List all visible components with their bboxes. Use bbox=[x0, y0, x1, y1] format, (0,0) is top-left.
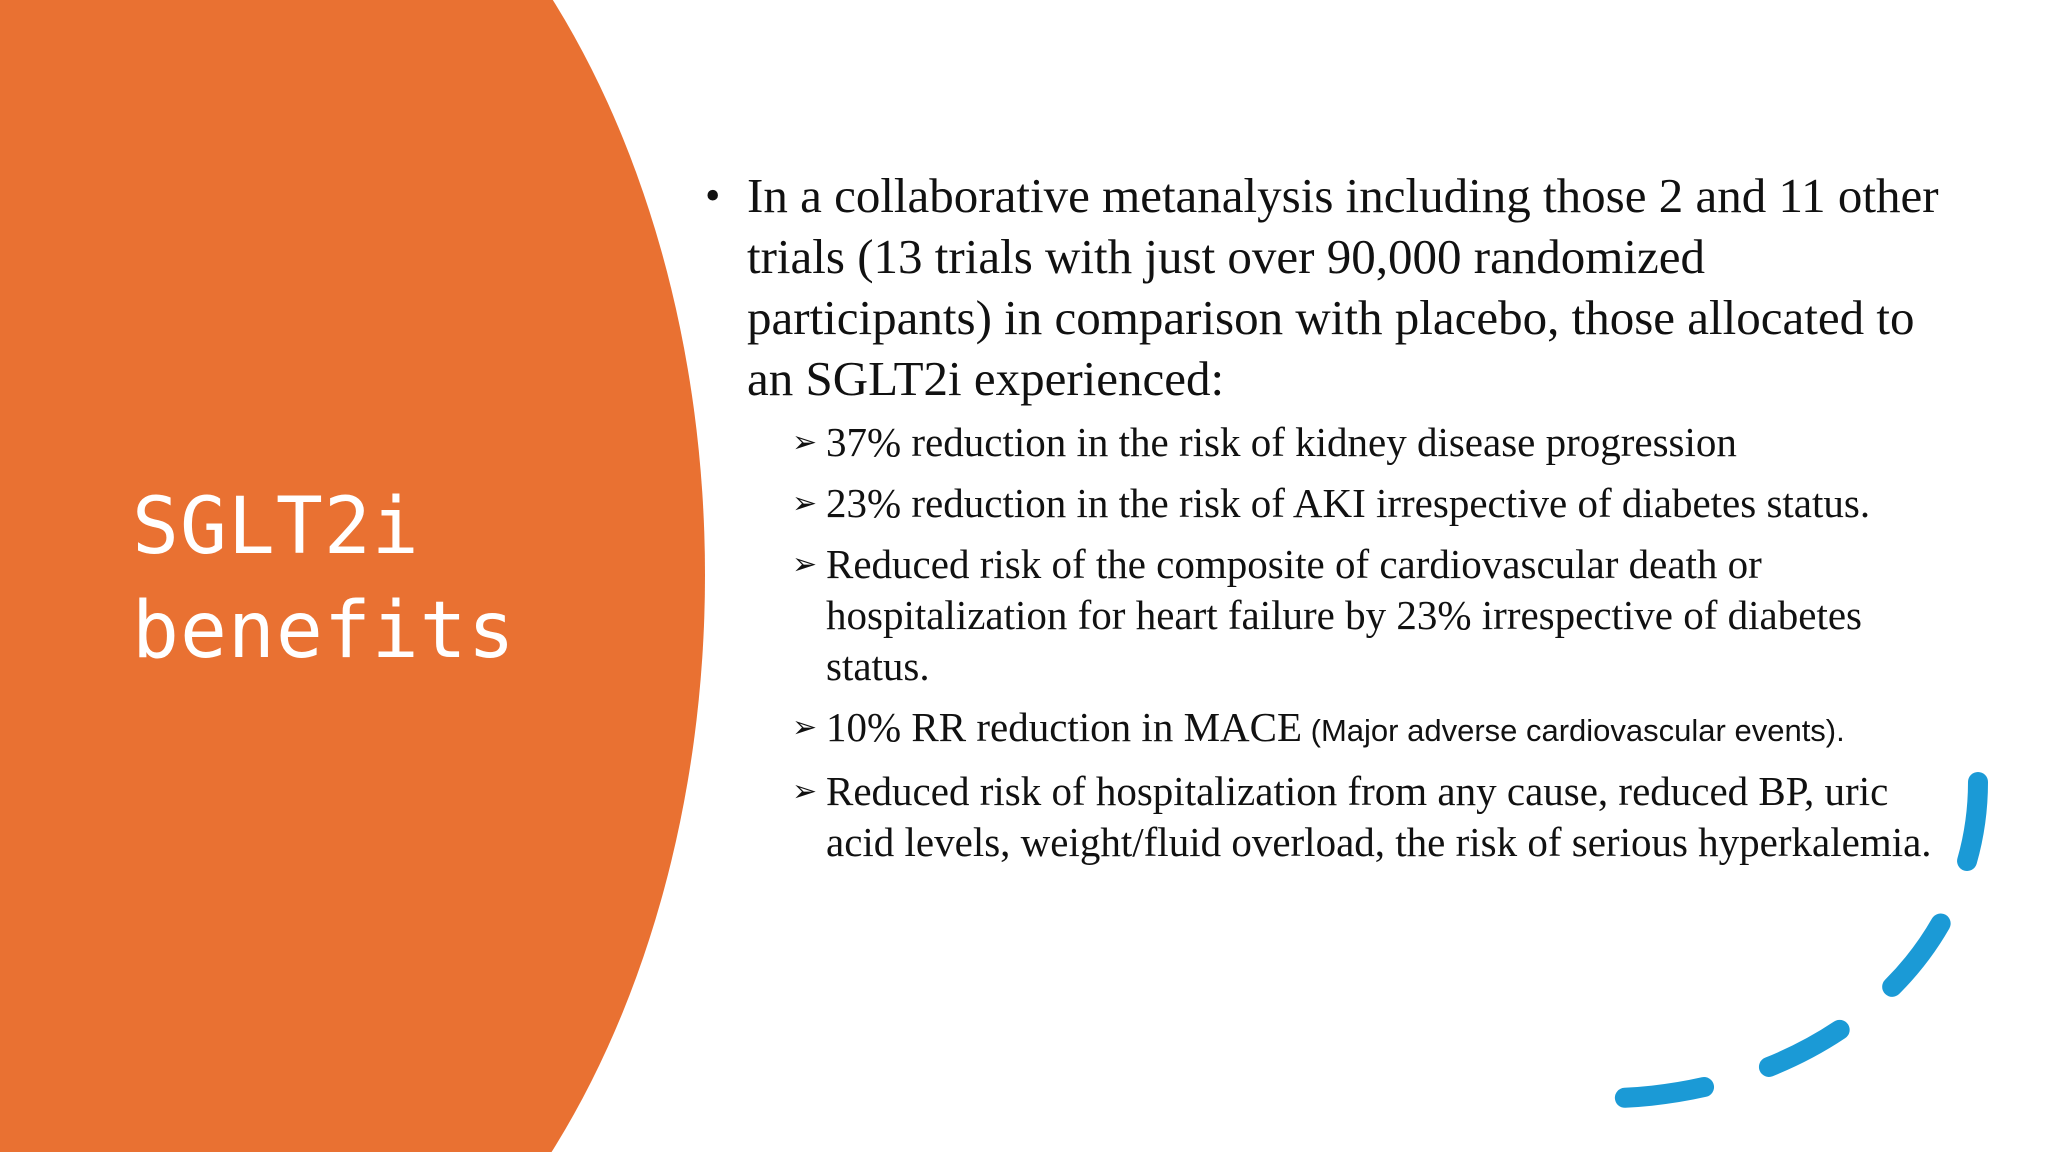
arrow-bullet-icon: ➢ bbox=[792, 774, 818, 809]
arrow-bullet-icon: ➢ bbox=[792, 547, 818, 582]
arrow-bullet-icon: ➢ bbox=[792, 710, 818, 745]
sub-bullet-text: 37% reduction in the risk of kidney disease progression bbox=[826, 419, 1737, 465]
arrow-bullet-icon: ➢ bbox=[792, 486, 818, 521]
sub-bullet-text: Reduced risk of the composite of cardiovascular death or hospitalization for heart failure by 23% irrespective of diabetes status. bbox=[826, 541, 1862, 689]
blue-dashed-arc bbox=[1620, 782, 1978, 1098]
sub-bullet-text: 10% RR reduction in MACE bbox=[826, 704, 1303, 750]
sub-bullet-small-text: (Major adverse cardiovascular events). bbox=[1302, 713, 1845, 748]
arrow-bullet-icon: ➢ bbox=[792, 425, 818, 460]
sub-bullet-text: Reduced risk of hospitalization from any cause, reduced BP, uric acid levels, weight/fluid overload, the risk of serious hyperkalemia. bbox=[826, 768, 1932, 865]
slide-title: SGLT2i benefits bbox=[132, 482, 516, 676]
sub-bullet-text: 23% reduction in the risk of AKI irrespective of diabetes status. bbox=[826, 480, 1871, 526]
main-bullet-text: In a collaborative metanalysis including those 2 and 11 other trials (13 trials with just over 90,000 randomized participants) in comparison with placebo, those allocated to an SGLT2i experienced: bbox=[747, 168, 1939, 406]
bullet-icon: • bbox=[705, 171, 721, 220]
